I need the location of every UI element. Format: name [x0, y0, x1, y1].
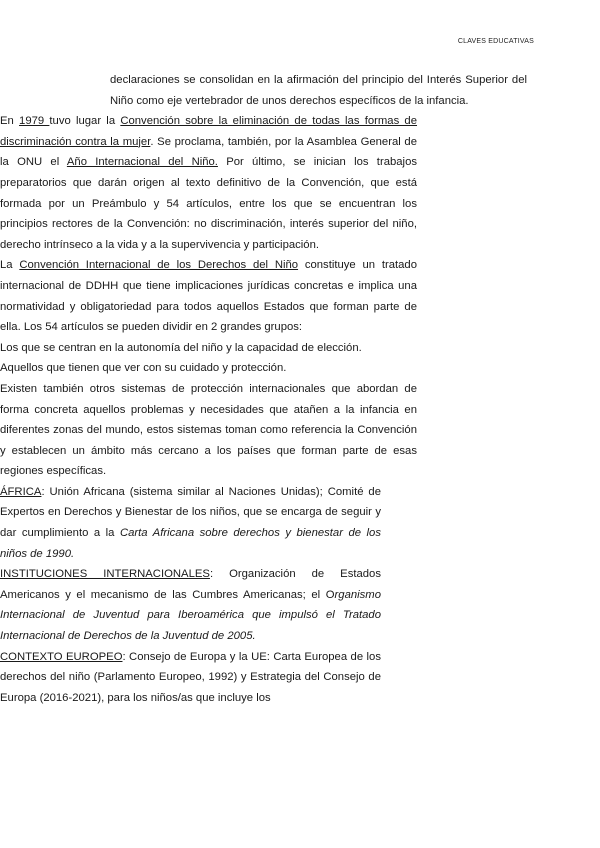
international-year-child: Año Internacional del Niño. — [66, 156, 218, 169]
paragraph-other-systems: Existen también otros sistemas de protección internacionales que abordan de forma concreta aquellos problemas y necesidades que atañen a la infancia en diferentes zonas del mundo, estos sistemas toman como referencia la Convención y establecen un ámbito más cercano a los países que forman parte de esas regiones específicas. — [0, 382, 417, 478]
convention-women-title: Convención sobre la eliminación de todas las formas de discriminación contra la mujer — [0, 115, 418, 148]
paragraph-1979: En 1979 tuvo lugar la Convención sobre la eliminación de todas las formas de discriminación contra la mujer. Se proclama, también, por la Asamblea General de la ONU el Año Internacional del Niño. Por último, se inician los trabajos preparatorios que darán origen al texto definitivo de la Convención, que está formada por un Preámbulo y 54 artículos, entre los que se encuentran los principios rectores de la Convención: no discriminación, interés superior del niño, derecho intrínseco a la vida y a la supervivencia y participación. — [0, 115, 418, 251]
paragraph-intro: declaraciones se consolidan en la afirmación del principio del Interés Superior del Niño como eje vertebrador de unos derechos específicos de la infancia. — [110, 74, 527, 107]
list-item-institutions: INSTITUCIONES INTERNACIONALES: Organización de Estados Americanos y el mecanismo de las Cumbres Americanas; el Organismo Internacional de Juventud para Iberoamérica que impulsó el Tratado Internacional de Derechos de la Juventud de 2005. — [0, 568, 381, 643]
list-item-care: Aquellos que tienen que ver con su cuidado y protección. — [0, 362, 287, 375]
paragraph-convention: La Convención Internacional de los Derechos del Niño constituye un tratado internacional de DDHH que tiene implicaciones jurídicas concretas e implica una normatividad y obligatoriedad para todos aquellos Estados que forman parte de ella. Los 54 artículos se pueden dividir en 2 grandes grupos: — [0, 259, 417, 334]
page-header: CLAVES EDUCATIVAS — [457, 38, 534, 45]
convention-child-rights-title: Convención Internacional de los Derechos del Niño — [19, 259, 299, 272]
document-body — [0, 70, 600, 708]
list-item-africa: ÁFRICA: Unión Africana (sistema similar al Naciones Unidas); Comité de Expertos en Derechos y Bienestar de los niños, que se encarga de seguir y dar cumplimiento a la Carta Africana sobre derechos y bienestar de los niños de 1990. — [0, 485, 381, 560]
list-item-europe: CONTEXTO EUROPEO: Consejo de Europa y la UE: Carta Europea de los derechos del niño (Parlamento Europeo, 1992) y Estrategia del Consejo de Europa (2016-2021), para los niños/as que incluye los — [0, 650, 381, 704]
list-item-autonomy: Los que se centran en la autonomía del niño y la capacidad de elección. — [0, 341, 362, 354]
